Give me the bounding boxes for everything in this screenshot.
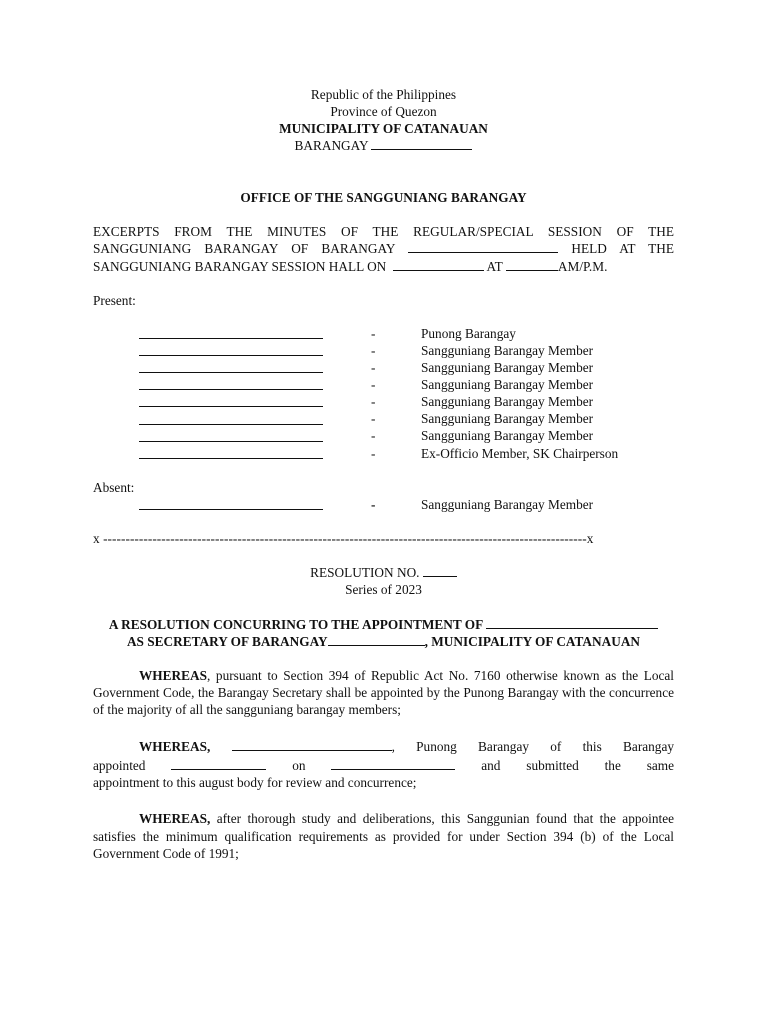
present-row: - Punong Barangay — [93, 325, 674, 342]
excerpt-line-2: SANGGUNIANG BARANGAY OF BARANGAY HELD AT THE — [93, 241, 675, 257]
absent-row: - Sangguniang Barangay Member — [93, 496, 674, 513]
whereas2-line-1: WHEREAS, , Punong Barangay of this Barangay — [139, 738, 674, 754]
whereas-paragraph-1: WHEREAS, pursuant to Section 394 of Republic Act No. 7160 otherwise known as the Local Government Code, the Barangay Secretary shall be appointed by the Punong Barangay with the concurrence of the majority of all the sangguniang barangay members; — [93, 668, 674, 718]
excerpt-block — [93, 223, 674, 275]
present-row: - Sangguniang Barangay Member — [93, 376, 674, 393]
whereas-paragraph-2 — [93, 738, 674, 792]
absent-label: Absent: — [93, 479, 135, 495]
present-label: Present: — [93, 292, 136, 308]
whereas2-line-2: appointed on and submitted the same — [93, 757, 675, 773]
present-row: - Sangguniang Barangay Member — [93, 359, 674, 376]
section-separator: x ------------------------------------------------------------------------------------------------------------x — [93, 531, 594, 547]
document-header — [93, 86, 674, 154]
office-title: OFFICE OF THE SANGGUNIANG BARANGAY — [240, 190, 527, 205]
present-row: - Sangguniang Barangay Member — [93, 428, 674, 445]
session-date-blank — [393, 258, 484, 271]
present-row: - Sangguniang Barangay Member — [93, 393, 674, 410]
header-republic: Republic of the Philippines — [310, 87, 457, 102]
appointment-date-blank — [331, 757, 455, 770]
excerpt-line-1: EXCERPTS FROM THE MINUTES OF THE REGULAR/SPECIAL SESSION OF THE — [93, 224, 674, 240]
punong-barangay-blank — [232, 738, 392, 751]
resolution-number: RESOLUTION NO. — [93, 564, 674, 581]
appointed-name-blank — [171, 757, 266, 770]
resolution-title-line-1: A RESOLUTION CONCURRING TO THE APPOINTMENT OF — [93, 616, 674, 633]
header-barangay: BARANGAY — [93, 137, 674, 154]
resolution-series: Series of 2023 — [345, 582, 422, 598]
barangay-blank — [371, 137, 472, 150]
whereas2-line-3: appointment to this august body for review and concurrence; — [93, 775, 417, 791]
resolution-title-line-2: AS SECRETARY OF BARANGAY , MUNICIPALITY OF CATANAUAN — [126, 633, 641, 649]
barangay-name-blank — [408, 240, 558, 253]
absent-list — [93, 496, 674, 513]
header-municipality: MUNICIPALITY OF CATANAUAN — [279, 121, 488, 136]
header-province: Province of Quezon — [330, 104, 437, 119]
present-row: - Sangguniang Barangay Member — [93, 342, 674, 359]
resolution-title — [93, 616, 674, 650]
session-time-blank — [506, 258, 558, 271]
present-row: - Ex-Officio Member, SK Chairperson — [93, 445, 674, 462]
resolution-number-blank — [423, 564, 457, 577]
present-list — [93, 325, 674, 462]
excerpt-line-3: SANGGUNIANG BARANGAY SESSION HALL ON AT AM/P.M. — [93, 258, 608, 274]
whereas-paragraph-3: WHEREAS, after thorough study and deliberations, this Sanggunian found that the appointee satisfies the minimum qualification requirements as provided for under Section 394 (b) of the Local Government Code of 1991; — [93, 811, 674, 861]
present-row: - Sangguniang Barangay Member — [93, 410, 674, 427]
secretary-barangay-blank — [328, 633, 425, 646]
appointee-blank — [486, 616, 658, 629]
